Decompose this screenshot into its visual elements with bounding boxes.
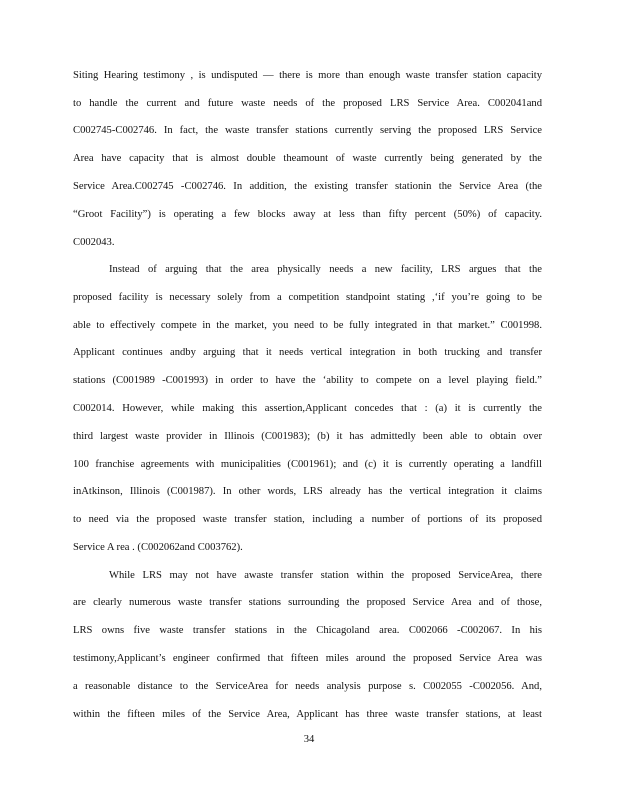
text-line: Siting Hearing testimony , is undisputed — there is more than enough waste transfer station capacity <box>73 70 542 81</box>
text-line: LRS owns five waste transfer stations in the Chicagoland area. C002066 -C002067. In his <box>73 625 542 636</box>
text-line: within the fifteen miles of the Service Area, Applicant has three waste transfer stations, at least <box>73 709 542 720</box>
text-line: C002745-C002746. In fact, the waste transfer stations currently serving the proposed LRS Service <box>73 125 542 136</box>
text-line: Service Area.C002745 -C002746. In addition, the existing transfer stationin the Service Area (the <box>73 181 542 192</box>
text-line: able to effectively compete in the market, you need to be fully integrated in that market.” C001998. <box>73 320 542 331</box>
text-line: to need via the proposed waste transfer station, including a number of portions of its proposed <box>73 514 542 525</box>
text-line: inAtkinson, Illinois (C001987). In other words, LRS already has the vertical integration it claims <box>73 486 542 497</box>
text-line: Instead of arguing that the area physically needs a new facility, LRS argues that the <box>109 264 542 275</box>
text-line: third largest waste provider in Illinois (C001983); (b) it has admittedly been able to obtain over <box>73 431 542 442</box>
page-number: 34 <box>303 734 315 745</box>
text-line: 100 franchise agreements with municipalities (C001961); and (c) it is currently operating a landfill <box>73 459 542 470</box>
text-line: a reasonable distance to the ServiceArea for needs analysis purpose s. C002055 -C002056. And, <box>73 681 542 692</box>
text-line: to handle the current and future waste needs of the proposed LRS Service Area. C002041and <box>73 98 542 109</box>
text-line: Area have capacity that is almost double theamount of waste currently being generated by the <box>73 153 542 164</box>
text-line: “Groot Facility”) is operating a few blocks away at less than fifty percent (50%) of capacity. <box>73 209 542 220</box>
text-line: Service A rea . (C002062and C003762). <box>73 542 243 553</box>
text-line: C002043. <box>73 237 115 248</box>
text-line: Applicant continues andby arguing that it needs vertical integration in both trucking and transfer <box>73 347 542 358</box>
text-line: proposed facility is necessary solely from a competition standpoint stating ,‘if you’re going to be <box>73 292 542 303</box>
text-line: While LRS may not have awaste transfer station within the proposed ServiceArea, there <box>109 570 542 581</box>
text-line: are clearly numerous waste transfer stations surrounding the proposed Service Area and of those, <box>73 597 542 608</box>
text-line: stations (C001989 -C001993) in order to have the ‘ability to compete on a level playing field.” <box>73 375 542 386</box>
text-line: testimony,Applicant’s engineer confirmed that fifteen miles around the proposed Service Area was <box>73 653 542 664</box>
text-line: C002014. However, while making this assertion,Applicant concedes that : (a) it is currently the <box>73 403 542 414</box>
